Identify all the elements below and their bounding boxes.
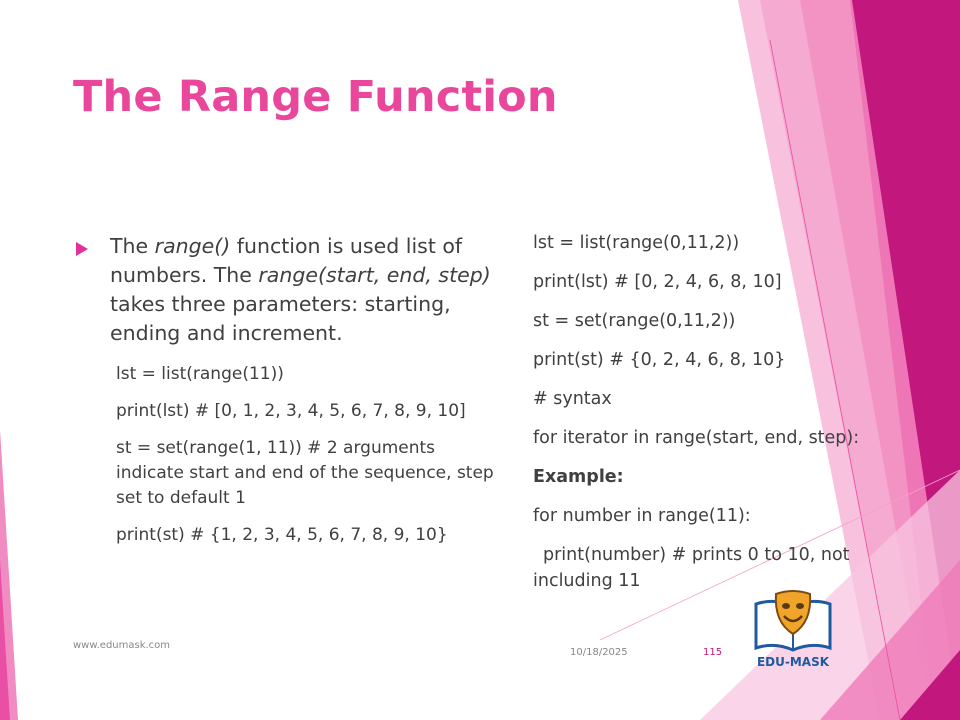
code-line: st = set(range(0,11,2)) (533, 311, 736, 331)
slide-number: 115 (703, 647, 723, 658)
bullet-text-2: function is used list of numbers. The (110, 234, 463, 287)
code-line: print(st) # {1, 2, 3, 4, 5, 6, 7, 8, 9, 10} (116, 525, 448, 545)
slide-title: The Range Function (73, 72, 558, 122)
code-line: print(lst) # [0, 1, 2, 3, 4, 5, 6, 7, 8, 9, 10] (116, 401, 466, 421)
code-line-indented (533, 542, 913, 594)
code-comment: # syntax (533, 389, 612, 409)
example-heading: Example: (533, 467, 624, 487)
code-line: print(st) # {0, 2, 4, 6, 8, 10} (533, 350, 786, 370)
bullet-italic-range: range() (154, 234, 231, 258)
triangle-bullet-icon (76, 242, 88, 256)
code-line-text: print(number) # prints 0 to 10, not including 11 (533, 545, 850, 591)
code-line: print(lst) # [0, 2, 4, 6, 8, 10] (533, 272, 782, 292)
logo-text: EDU-MASK (756, 655, 830, 669)
bullet-italic-signature: range(start, end, step) (258, 263, 491, 287)
right-column (533, 230, 913, 607)
code-line: st = set(range(1, 11)) # 2 arguments indicate start and end of the sequence, step set to default 1 (116, 438, 494, 508)
left-column (76, 232, 496, 560)
left-code-block (116, 362, 496, 548)
bullet-text-1: The (110, 234, 155, 258)
bullet-text-3: takes three parameters: starting, ending and increment. (110, 292, 451, 345)
footer-url: www.edumask.com (73, 640, 171, 651)
code-line: lst = list(range(0,11,2)) (533, 233, 740, 253)
footer-date: 10/18/2025 (570, 647, 628, 658)
bullet-item (76, 232, 496, 348)
code-line: for iterator in range(start, end, step): (533, 428, 860, 448)
bullet-text (110, 232, 496, 348)
code-line: lst = list(range(11)) (116, 364, 284, 384)
code-line: for number in range(11): (533, 506, 751, 526)
